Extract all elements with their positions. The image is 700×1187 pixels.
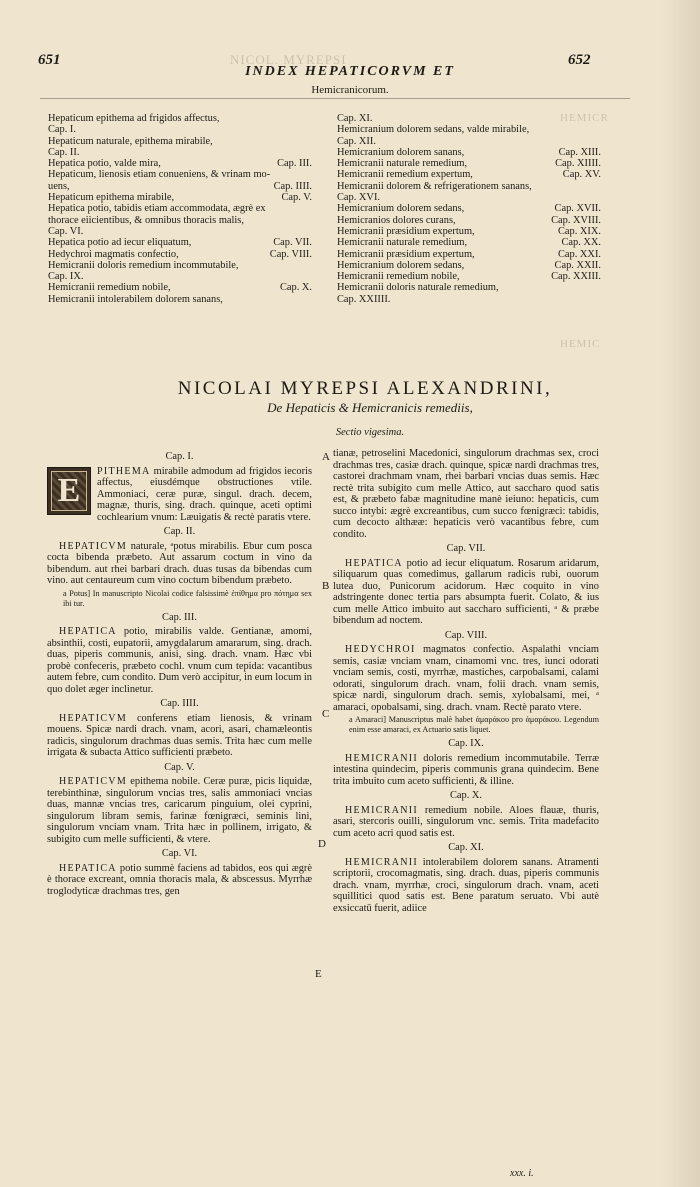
chapter-heading: Cap. V. [164,761,195,773]
index-entry [48,215,318,226]
index-entry-chapter: Cap. XV. [562,169,601,181]
chapter-lead-word: HEDYCHROI [345,644,416,655]
index-entry-chapter: Cap. X. [279,282,312,294]
index-entry-text: Hepaticum, lienosis etiam conueniens, & vrinam mo- [48,169,271,181]
index-entry-text: Hemicranium dolorem sedans, [337,203,465,215]
chapter-body: intolerabilem dolorem sanans. Atramenti scriptorii, crocomagmatis, sing. drach. duas, piperis communis drach. vnam, myrrhæ, croci, singulorum drach. vnam, aceti squillitici quod satis est. Bene paratum seruato. Vbi autè exsiccatū fuerit, adiice [333,856,599,914]
index-entry-text: Hepatica potio, tabidis etiam accommodata, ægrè ex [48,203,266,215]
chapter-body: magmatos confectio. Aspalathi vnciam semis, casiæ vnciam vnam, cinamomi vnc. tres, iunci odorati vnciam semis, costi, myrrhæ, mastiches, carpobalsami, calami odorati, singulorum drach. vnam, folii drach. vnam semis, spicæ nardi, singulorum drach. semis, xylobalsami, mei, ᵃ amaraci, opobalsami, sing. drach. vnam. Rectè parato vtere. [333,644,599,713]
index-entry-chapter: Cap. XXIII. [551,271,601,283]
index-entry [48,192,318,203]
index-entry [337,294,607,305]
index-entry [337,237,607,248]
index-entry-text: Hemicranii intolerabilem dolorem sanans, [48,293,223,305]
index-entry [48,113,318,124]
body-left-column [47,448,312,897]
chapter-text [333,753,599,788]
index-entry [48,237,318,248]
index-entry-chapter: Cap. XIII. [558,146,601,158]
chapter-lead-word: HEPATICA [345,557,403,569]
index-entry-chapter: Cap. IIII. [273,180,312,192]
index-entry [48,181,318,192]
index-entry-text: Cap. XI. [337,113,373,124]
index-entry [337,282,607,293]
chapter-text [47,541,312,587]
margin-letter: C [322,708,330,720]
index-entry-text: Hemicranium dolorem sedans, valde mirabile, [337,124,530,136]
margin-letter: B [322,580,330,592]
index-entry [337,271,607,282]
index-entry-text: Hepaticum naturale, epithema mirabile, [48,135,213,147]
sectio-label: Sectio vigesima. [335,427,405,438]
index-entry [48,249,318,260]
index-entry-text: Hepaticum epithema ad frigidos affectus, [48,113,220,124]
index-entry [48,226,318,237]
index-entry-text: Hemicranium dolorem sedans, [337,259,465,271]
index-entry [48,158,318,169]
chapter-body: naturale, ᵃpotus mirabilis. Ebur cum posca cocta bibenda præbeto. Aut assarum coctum in vino da bibendum. aut rhei barbari drach. duas tusas da bibendas cum vino. aut centaureum cum vino coctum bibendum præbeto. [47,540,312,586]
index-entry-chapter: Cap. XX. [561,237,601,249]
chapter-heading: Cap. I. [165,451,194,462]
index-entry-text: Hemicranii remedium nobile, [48,282,171,294]
chapter-heading: Cap. VIII. [444,629,488,641]
bleed-through-text: HEMICR [560,112,609,124]
index-entry-text: Cap. XXIIII. [337,293,391,305]
chapter-heading: Cap. VI. [161,848,198,859]
chapter-heading: Cap. III. [162,611,197,623]
index-entry-text: Hemicranii præsidium expertum, [337,225,475,237]
index-entry-chapter: Cap. XXII. [554,259,601,271]
chapter-text [47,713,312,759]
chapter-body: epithema nobile. Ceræ puræ, picis liquidæ, terebinthinæ, singulorum vncias tres, salis ammoniaci vncias duas, mannæ vncias tres, caricarum pinguium, olei cyprini, singulorum libram semis, farinæ fœnigræci, seminis lini, singulorum vnciam vnam. Trita hæc in pollinem, irrigato, & subigito cum melle sufficienti, & vtere. [47,776,312,845]
chapter-body: potio ad iecur eliquatum. Rosarum aridarum, siliquarum quas comedimus, gallarum radicis rubi, ouorum lutea duo, Punicorum acidorum. Hæc coquito in vino adstringente donec tertia pars absumpta fuerit. Colato, & ius cum melle Attico imbuito aut saccharo sufficienti, ᵃ & præbe bibendum ad noctem. [333,557,599,626]
index-entry [48,147,318,158]
index-entry-text: Hemicranii dolorem & refrigerationem sanans, [337,180,532,192]
index-right-column [337,113,607,305]
bleed-through-text: HEMIC [560,338,601,350]
index-entry-text: Hemicranii præsidium expertum, [337,248,475,260]
margin-letter: D [318,838,326,850]
index-entry-text: Hemicranii remedium expertum, [337,169,473,181]
footnote: a Amaraci] Manuscriptus malè habet ἀμαράκου pro ἀμαράκου. Legendum enim esse amaraci, ex Actuario satis liquet. [349,715,599,734]
index-entry [337,181,607,192]
index-entry [337,136,607,147]
chapter-text [333,805,599,840]
index-entry-text: Hepatica potio ad iecur eliquatum, [48,237,192,249]
chapter-heading: Cap. II. [163,526,196,537]
chapter-heading: Cap. IIII. [160,698,199,709]
body-right-column [333,448,599,914]
index-entry-chapter: Cap. XIIII. [555,158,601,170]
chapter-lead-word: HEPATICVM [59,712,128,724]
initial-letter: E [57,471,81,509]
index-entry [337,215,607,226]
index-entry [337,260,607,271]
index-entry-text: Cap. I. [48,124,76,136]
chapter-lead-word: HEMICRANII [345,752,418,764]
index-entry-chapter: Cap. VII. [273,237,312,249]
running-title: INDEX HEPATICORVM ET [245,64,455,79]
index-entry [48,124,318,135]
signature-mark: xxx. i. [510,1168,534,1179]
chapter-text [47,466,312,524]
bleed-through-header: NICOL. MYREPSI [230,52,347,67]
chapter-body: remedium nobile. Aloes flauæ, thuris, asari, stercoris ouilli, singulorum vnc. semis. Trita madefacito cum aceto acri quod satis est. [333,804,599,839]
index-entry [48,271,318,282]
index-entry-text: Hepaticum epithema mirabile, [48,192,175,204]
chapter-body: potio summè faciens ad tabidos, eos qui ægrè è thorace excreant, omnia thoracis mala, & abscessus. Myrrhæ troglodyticæ drachmas tres, gen [47,862,312,897]
section-subtitle: De Hepaticis & Hemicranicis remediis, [267,400,473,415]
index-entry-text: Cap. VI. [48,225,84,237]
index-entry [337,147,607,158]
index-entry-chapter: Cap. XIX. [558,225,601,237]
chapter-text-continued: tianæ, petroselini Macedonici, singulorum drachmas sex, croci drachmas tres, casiæ drach. quinque, spicæ nardi drachmas tres, castorei drachmam vnam, rhei barbari vncias duas semis. Hæc rectè trita subigito cum melle Attico, aut saccharo quod satis est, & præbeto fabæ magnitudine manè ieiuno: hepaticis, cum succo intybi: ægrè excreantibus, cum succo fœnigræci: tabidis, cum decocto althææ: hepaticis verò vacantibus febre, cum condito. [333,448,599,540]
chapter-text [333,558,599,627]
header-rule [40,98,630,99]
index-entry [337,158,607,169]
chapter-lead-word: HEMICRANII [345,804,418,816]
chapter-text [333,644,599,713]
index-entry [48,169,318,180]
index-entry-text: thorace eiicientibus, & omnibus thoracis malis, [48,214,244,226]
index-entry [337,169,607,180]
index-entry [337,249,607,260]
chapter-text [47,626,312,695]
index-entry [48,282,318,293]
chapter-lead-word: HEPATICVM [59,776,128,787]
chapter-text [47,776,312,845]
chapter-heading: Cap. VII. [446,543,486,554]
page-number-left: 651 [38,52,61,68]
running-subtitle: Hemicranicorum. [311,84,389,96]
chapter-text [47,863,312,898]
index-entry-chapter: Cap. III. [277,158,312,170]
index-entry-text: Hemicranii naturale remedium, [337,158,468,170]
decorated-initial [47,467,91,515]
index-entry [337,226,607,237]
index-entry-text: Hemicranii doloris remedium incommutabile, [48,259,239,271]
margin-letter: E [315,968,322,980]
index-entry-text: Hemicranii doloris naturale remedium, [337,282,499,294]
index-entry-text: Cap. II. [48,146,80,158]
chapter-heading: Cap. XI. [448,842,484,853]
index-entry-text: uens, [48,180,70,192]
chapter-text [333,857,599,915]
index-entry-text: Hedychroi magmatis confectio, [48,248,179,260]
index-entry-text: Hemicranii naturale remedium, [337,237,468,249]
chapter-lead-word: HEPATICA [59,862,117,874]
index-entry-text: Cap. IX. [48,271,84,283]
chapter-lead-word: HEMICRANII [345,856,418,868]
margin-letter: A [322,451,330,463]
chapter-lead-word: HEPATICA [59,626,117,637]
index-left-column [48,113,318,305]
chapter-lead-word: PITHEMA [97,465,151,477]
index-entry [337,203,607,214]
index-entry-text: Hepatica potio, valde mira, [48,158,161,170]
index-entry-chapter: Cap. XVIII. [551,214,601,226]
page-number-right: 652 [568,52,591,68]
index-entry-text: Hemicranium dolorem sanans, [337,146,465,158]
index-entry-chapter: Cap. XVII. [554,203,601,215]
index-entry-chapter: Cap. V. [281,192,312,204]
index-entry [48,136,318,147]
index-entry [337,124,607,135]
chapter-body: doloris remedium incommutabile. Terræ intestina quindecim, piperis communis grana quindecim. Bene trita imbuito cum aceto sufficienti, & illine. [333,752,599,787]
chapter-body: mirabile admodum ad frigidos iecoris affectus, eiusdémque obstructiones vtile. Ammoniaci, ceræ puræ, singul. drach. decem, magnæ, thuris, sing. drach. quinque, aceti optimi cochlearium vnum: Læuigatis & rectè paratis vtere. [97,465,312,523]
section-title: NICOLAI MYREPSI ALEXANDRINI, [177,378,553,399]
chapter-body: conferens etiam lienosis, & vrinam mouens. Spicæ nardi drach. vnam, acori, asari, chamæleontis radicis, singulorum drachmas duas semis. Trita hæc cum melle irrigata & subacta Attico sufficienti præbeto. [47,712,312,758]
chapter-lead-word: HEPATICVM [59,540,128,552]
index-entry-chapter: Cap. VIII. [269,248,312,260]
index-entry-chapter: Cap. XXI. [558,248,601,260]
index-entry-text: Hemicranios dolores curans, [337,214,456,226]
page-edge-shadow [660,0,700,1187]
index-entry [48,203,318,214]
chapter-body: potio, mirabilis valde. Gentianæ, amomi, absinthii, costi, eupatorii, amygdalarum amararum, sing. drach. duas, piperis communis, anisi, sing. drach. vnam. Hæc vbi probè confeceris, præbeto cochl. vnum cum tepida: vacantibus autem febre, cum condito. Dum verò accipitur, in eum locum in quo dolet æger inclinetur. [47,626,312,695]
index-entry-text: Cap. XII. [337,135,376,147]
index-entry [48,260,318,271]
index-entry-text: Cap. XVI. [337,192,380,204]
index-entry [337,192,607,203]
chapter-heading: Cap. X. [449,790,483,801]
index-entry-text: Hemicranii remedium nobile, [337,271,460,283]
index-entry [337,113,607,124]
index-entry [48,294,318,305]
footnote: a Potus] In manuscripto Nicolai codice falsissimè ἐπίθημα pro πότημα sex ibi tur. [63,588,312,608]
chapter-heading: Cap. IX. [448,738,484,749]
